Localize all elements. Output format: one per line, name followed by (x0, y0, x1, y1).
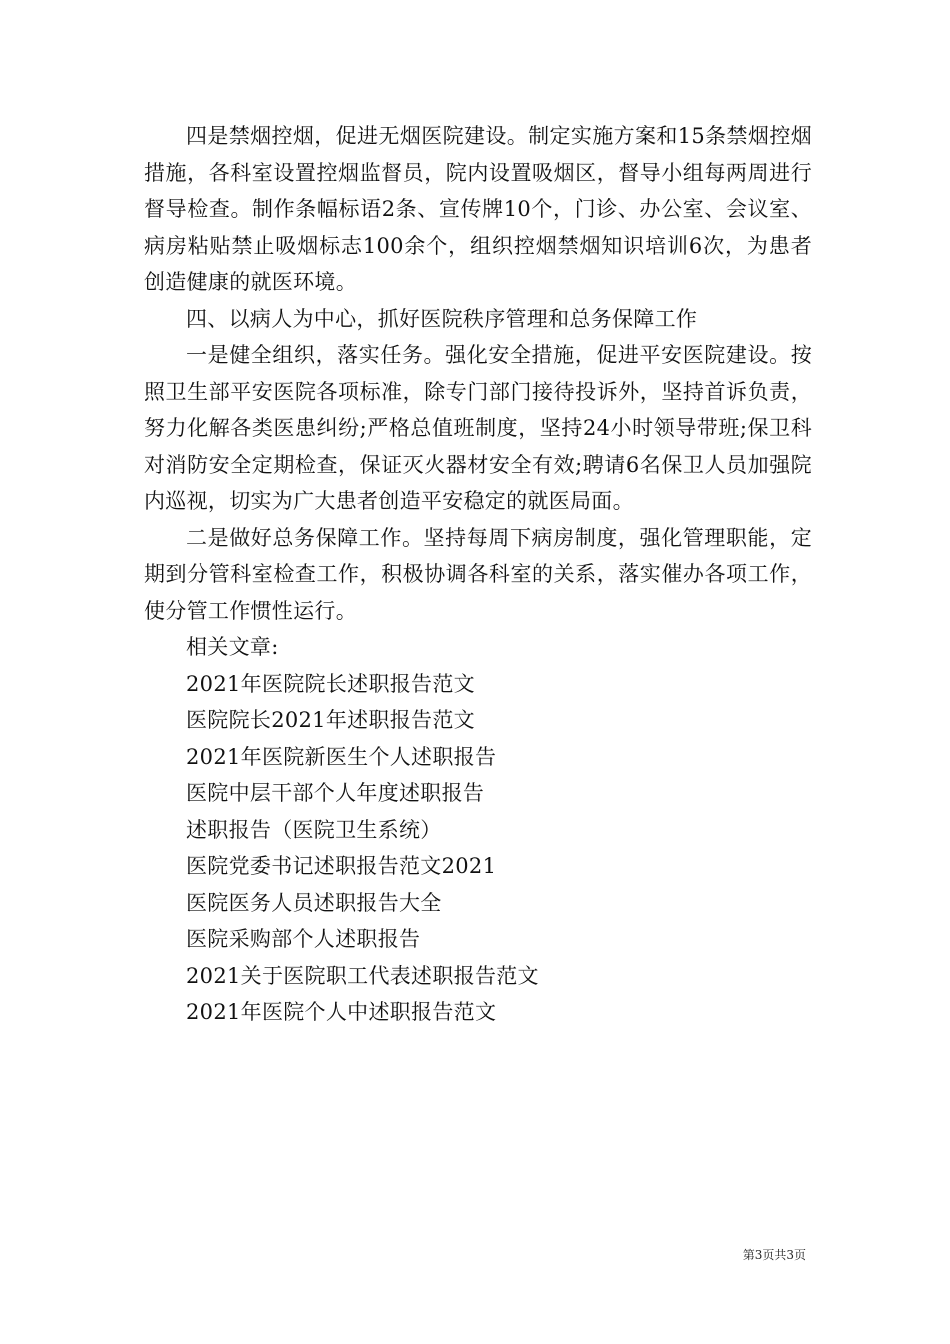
related-article-link[interactable]: 医院医务人员述职报告大全 (186, 890, 442, 915)
document-body (144, 118, 812, 1031)
related-article-link[interactable]: 医院党委书记述职报告范文2021 (186, 854, 497, 878)
related-article-link[interactable]: 述职报告（医院卫生系统） (186, 817, 442, 842)
related-articles-title: 相关文章: (186, 635, 279, 659)
related-articles (144, 629, 812, 1031)
page-number: 第3页共3页 (742, 1248, 806, 1262)
related-article-link[interactable]: 2021年医院院长述职报告范文 (186, 671, 475, 696)
related-articles-list (186, 666, 812, 1031)
paragraph-organization-safety: 一是健全组织，落实任务。强化安全措施，促进平安医院建设。按照卫生部平安医院各项标准，除专门部门接待投诉外，坚持首诉负责，努力化解各类医患纠纷;严格总值班制度，坚持24小时领导带班;保卫科对消防安全定期检查，保证灭火器材安全有效;聘请6名保卫人员加强院内巡视，切实为广大患者创造平安稳定的就医局面。 (144, 343, 812, 513)
paragraph-smoking-control: 四是禁烟控烟，促进无烟医院建设。制定实施方案和15条禁烟控烟措施，各科室设置控烟监督员，院内设置吸烟区，督导小组每两周进行督导检查。制作条幅标语2条、宣传牌10个，门诊、办公室、会议室、病房粘贴禁止吸烟标志100余个，组织控烟禁烟知识培训6次，为患者创造健康的就医环境。 (144, 124, 812, 294)
related-article-link[interactable]: 2021关于医院职工代表述职报告范文 (186, 963, 539, 988)
related-article-link[interactable]: 医院中层干部个人年度述职报告 (186, 781, 485, 805)
related-article-link[interactable]: 2021年医院新医生个人述职报告 (186, 744, 497, 769)
paragraph-logistics-support: 二是做好总务保障工作。坚持每周下病房制度，强化管理职能，定期到分管科室检查工作，积极协调各科室的关系，落实催办各项工作，使分管工作惯性运行。 (144, 525, 812, 623)
related-article-link[interactable]: 2021年医院个人中述职报告范文 (186, 1000, 497, 1024)
related-article-link[interactable]: 医院院长2021年述职报告范文 (186, 708, 475, 732)
related-article-link[interactable]: 医院采购部个人述职报告 (186, 927, 421, 951)
section-heading-patient-centered: 四、以病人为中心，抓好医院秩序管理和总务保障工作 (186, 306, 698, 331)
